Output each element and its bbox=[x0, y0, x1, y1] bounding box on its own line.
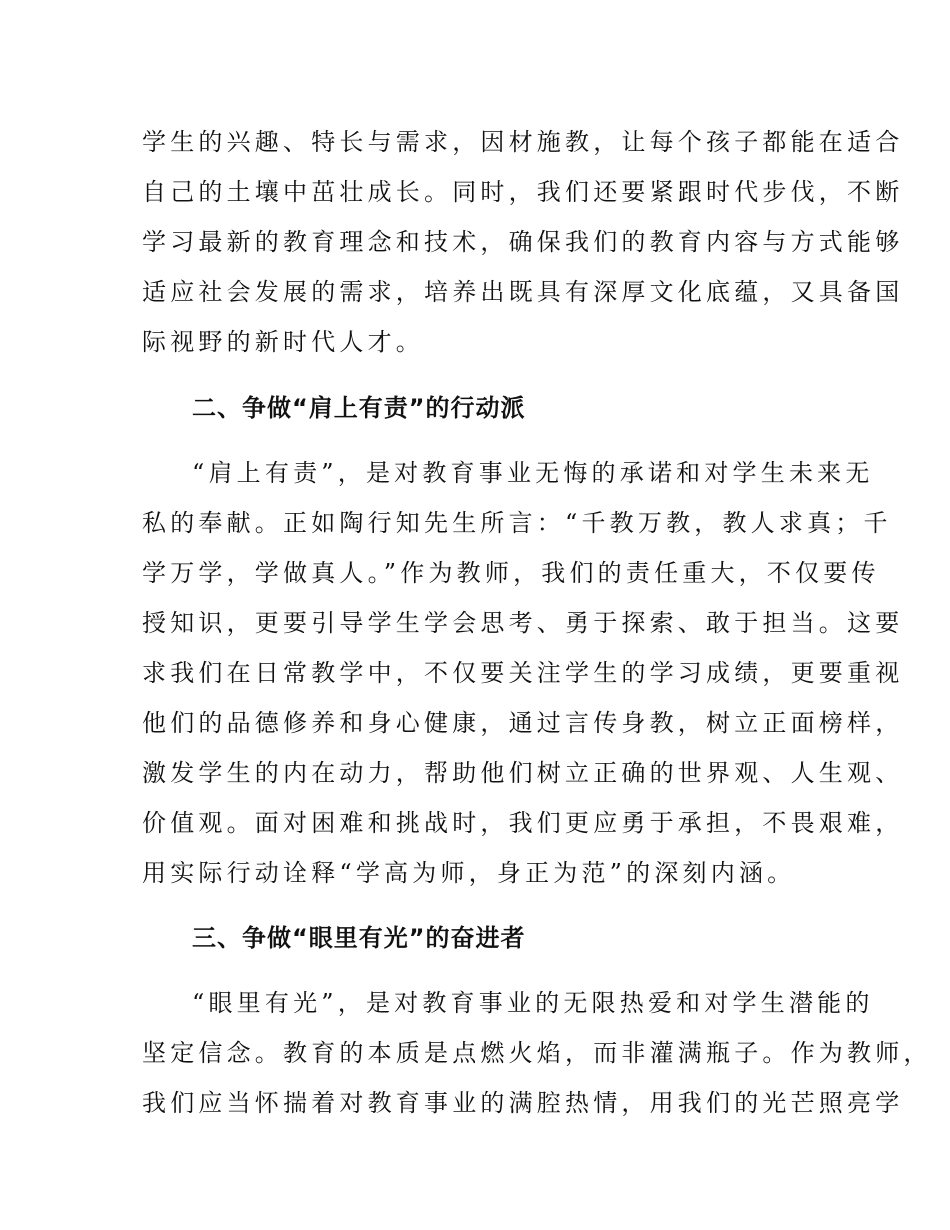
paragraph-line: 授知识，更要引导学生学会思考、勇于探索、敢于担当。这要 bbox=[142, 609, 904, 637]
paragraph-line: 他们的品德修养和身心健康，通过言传身教，树立正面榜样， bbox=[142, 709, 904, 737]
paragraph-line: 际视野的新时代人才。 bbox=[142, 328, 424, 356]
paragraph-line: 求我们在日常教学中，不仅要关注学生的学习成绩，更要重视 bbox=[142, 659, 904, 687]
paragraph-line: 私的奉献。正如陶行知先生所言：“千教万教，教人求真；千 bbox=[142, 509, 892, 537]
paragraph-line: 激发学生的内在动力，帮助他们树立正确的世界观、人生观、 bbox=[142, 759, 904, 787]
section-heading-3: 三、争做“眼里有光”的奋进者 bbox=[192, 924, 526, 952]
paragraph-line: 学生的兴趣、特长与需求，因材施教，让每个孩子都能在适合 bbox=[142, 128, 904, 156]
paragraph-line: 用实际行动诠释“学高为师，身正为范”的深刻内涵。 bbox=[142, 859, 796, 887]
paragraph-line: 学习最新的教育理念和技术，确保我们的教育内容与方式能够 bbox=[142, 228, 904, 256]
paragraph-line: “眼里有光”，是对教育事业的无限热爱和对学生潜能的 bbox=[192, 989, 874, 1017]
paragraph-line: 坚定信念。教育的本质是点燃火焰，而非灌满瓶子。作为教师， bbox=[142, 1039, 932, 1067]
paragraph-line: “肩上有责”，是对教育事业无悔的承诺和对学生未来无 bbox=[192, 459, 874, 487]
section-heading-2: 二、争做“肩上有责”的行动派 bbox=[192, 394, 526, 422]
paragraph-line: 价值观。面对困难和挑战时，我们更应勇于承担，不畏艰难， bbox=[142, 809, 904, 837]
paragraph-line: 学万学，学做真人。”作为教师，我们的责任重大，不仅要传 bbox=[142, 559, 880, 587]
paragraph-line: 自己的土壤中茁壮成长。同时，我们还要紧跟时代步伐，不断 bbox=[142, 178, 904, 206]
paragraph-line: 我们应当怀揣着对教育事业的满腔热情，用我们的光芒照亮学 bbox=[142, 1089, 904, 1117]
paragraph-line: 适应社会发展的需求，培养出既具有深厚文化底蕴，又具备国 bbox=[142, 278, 904, 306]
